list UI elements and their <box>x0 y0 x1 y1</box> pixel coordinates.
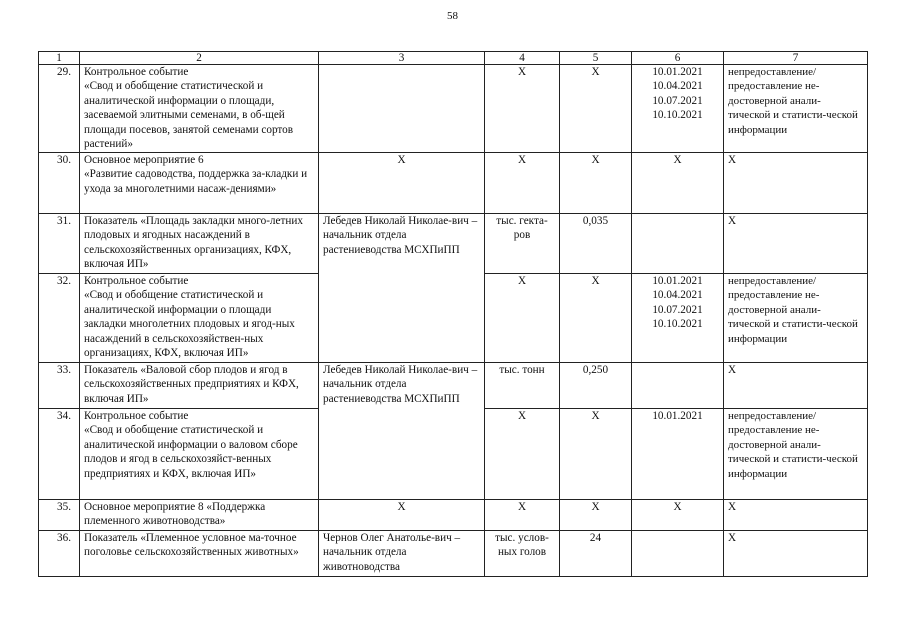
table-row <box>39 65 868 153</box>
column-number: 7 <box>724 52 868 65</box>
unit-cell: X <box>485 409 560 500</box>
column-number-row <box>39 52 868 65</box>
item-name: Показатель «Валовой сбор плодов и ягод в сельскохозяйственных предприятиях и КФХ, включая ИП» <box>80 363 319 409</box>
column-number: 5 <box>560 52 632 65</box>
item-name: Контрольное событие «Свод и обобщение статистической и аналитической информации о валовом сборе плодов и ягод в сельскохозяйст-венных предприятиях и КФХ, включая ИП» <box>80 409 319 500</box>
table-row <box>39 500 868 531</box>
deadline-dates: 10.01.2021 10.04.2021 10.07.2021 10.10.2021 <box>632 65 724 153</box>
value-cell: X <box>560 274 632 363</box>
column-number: 6 <box>632 52 724 65</box>
item-name: Основное мероприятие 6 «Развитие садоводства, поддержка за-кладки и ухода за многолетними насаж-дениями» <box>80 153 319 214</box>
value-cell: X <box>560 500 632 531</box>
row-number: 30. <box>39 153 80 214</box>
page-number: 58 <box>447 10 458 22</box>
column-number: 1 <box>39 52 80 65</box>
column-number: 4 <box>485 52 560 65</box>
deadline-dates: X <box>632 153 724 214</box>
table-row <box>39 214 868 274</box>
table-row <box>39 531 868 577</box>
deadline-dates: 10.01.2021 <box>632 409 724 500</box>
responsible-person: Чернов Олег Анатолье-вич – начальник отдела животноводства <box>319 531 485 577</box>
unit-cell: тыс. услов-ных голов <box>485 531 560 577</box>
value-cell: 0,250 <box>560 363 632 409</box>
unit-cell: тыс. тонн <box>485 363 560 409</box>
column-number: 2 <box>80 52 319 65</box>
plan-table <box>38 51 868 577</box>
value-cell: X <box>560 65 632 153</box>
unit-cell: X <box>485 65 560 153</box>
item-name: Показатель «Площадь закладки много-летних плодовых и ягодных насаждений в сельскохозяйственных организациях, КФХ, включая ИП» <box>80 214 319 274</box>
responsible-person: X <box>319 153 485 214</box>
risk-note: непредоставление/ предоставление не-достоверной анали-тической и статисти-ческой информации <box>724 409 868 500</box>
deadline-dates <box>632 531 724 577</box>
value-cell: X <box>560 153 632 214</box>
responsible-person: Лебедев Николай Николае-вич – начальник отдела растениеводства МСХПиПП <box>319 214 485 363</box>
item-name: Контрольное событие «Свод и обобщение статистической и аналитической информации о площади закладки многолетних плодовых и ягод-ных насаждений в сельскохозяйствен-ных организациях, КФХ, включая ИП» <box>80 274 319 363</box>
responsible-person: Лебедев Николай Николае-вич – начальник отдела растениеводства МСХПиПП <box>319 363 485 500</box>
risk-note: непредоставление/ предоставление не-достоверной анали-тической и статисти-ческой информации <box>724 65 868 153</box>
risk-note: X <box>724 214 868 274</box>
unit-cell: X <box>485 153 560 214</box>
unit-cell: тыс. гекта-ров <box>485 214 560 274</box>
column-number: 3 <box>319 52 485 65</box>
unit-cell: X <box>485 500 560 531</box>
row-number: 31. <box>39 214 80 274</box>
row-number: 32. <box>39 274 80 363</box>
deadline-dates <box>632 363 724 409</box>
row-number: 36. <box>39 531 80 577</box>
risk-note: X <box>724 363 868 409</box>
item-name: Показатель «Племенное условное ма-точное поголовье сельскохозяйственных животных» <box>80 531 319 577</box>
risk-note: X <box>724 500 868 531</box>
risk-note: X <box>724 153 868 214</box>
risk-note: X <box>724 531 868 577</box>
row-number: 34. <box>39 409 80 500</box>
risk-note: непредоставление/ предоставление не-достоверной анали-тической и статисти-ческой информации <box>724 274 868 363</box>
row-number: 29. <box>39 65 80 153</box>
row-number: 35. <box>39 500 80 531</box>
item-name: Основное мероприятие 8 «Поддержка племенного животноводства» <box>80 500 319 531</box>
deadline-dates <box>632 214 724 274</box>
value-cell: X <box>560 409 632 500</box>
value-cell: 24 <box>560 531 632 577</box>
table-row <box>39 363 868 409</box>
value-cell: 0,035 <box>560 214 632 274</box>
item-name: Контрольное событие «Свод и обобщение статистической и аналитической информации о площади, засеваемой элитными семенами, в об-щей площади посевов, занятой семенами сортов растений» <box>80 65 319 153</box>
row-number: 33. <box>39 363 80 409</box>
table-row <box>39 153 868 214</box>
responsible-person: X <box>319 500 485 531</box>
deadline-dates: X <box>632 500 724 531</box>
deadline-dates: 10.01.2021 10.04.2021 10.07.2021 10.10.2021 <box>632 274 724 363</box>
responsible-person <box>319 65 485 153</box>
unit-cell: X <box>485 274 560 363</box>
